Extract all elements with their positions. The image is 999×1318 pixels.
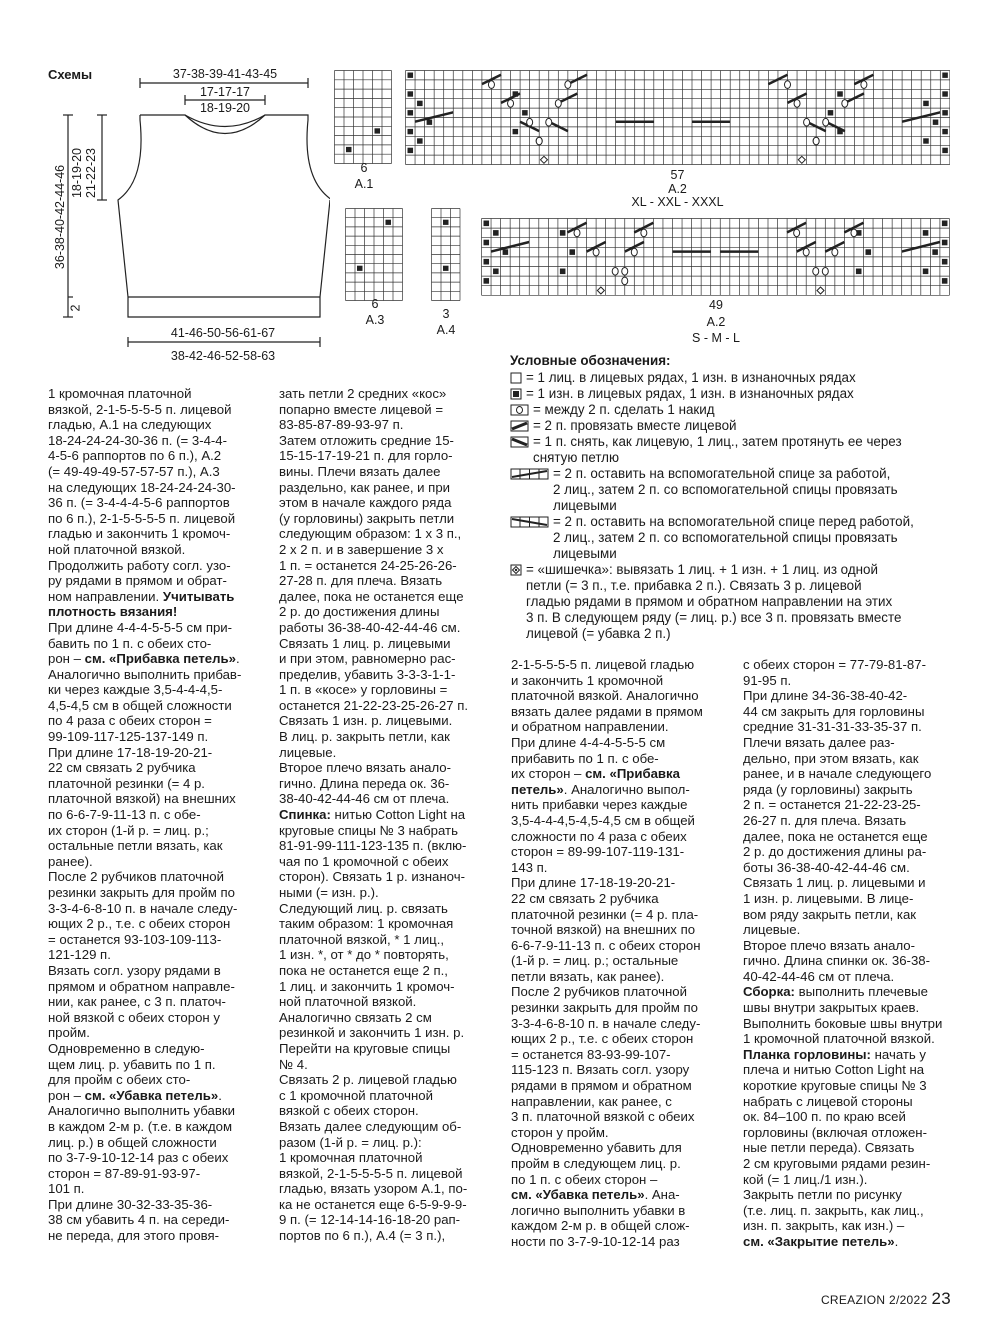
chart-a2-small-sizes: S - M - L (692, 331, 740, 345)
text-run: Планка горловины: (743, 1046, 871, 1062)
legend-item: = 2 п. оставить на вспомогательной спице перед работой, 2 лиц., затем 2 п. со вспомогательной спицы провязать лицевыми (510, 514, 970, 562)
text-run: нитью Cotton Light на круговые спицы № 3 набрать 81-91-99-111-123-135 п. (вклю- чая по 1 кромочной с обеих сторон). Связать 1 р. изнаноч- ными (= изн. р.). Следующий лиц. р. связать таким образом: 1 кромочная платочной вязкой, * 1 лиц., 1 изн. *, от * до * повторять, пока не останется еще 2 п., 1 лиц. и закончить 1 кромоч- ной платочной вязкой. Аналогично связать 2 см резинкой и закончить 1 изн. р. Перейти на круговые спицы № 4. Связать 2 р. лицевой гладью с 1 кромочной платочной вязкой с обеих сторон. Вязать далее следующим об- разом (1-й р. = лиц. р.): 1 кромочная платочной вязкой, 2-1-5-5-5-5 п. лицевой гладью, вязать узором А.1, по- ка не останется еще 6-5-9-9-9- 9 п. (= 12-14-14-16-18-20 рап- портов по 6 п.), А.4 (= 3 п.), (279, 807, 468, 1244)
chart-a2-large-name: A.2 (668, 182, 687, 196)
text-column-1 (48, 386, 268, 1244)
legend-title: Условные обозначения: (510, 353, 671, 368)
text-run: . Ана- логично выполнить убавки в каждом 2-м р. в общей слож- ности по 3-7-9-10-12-14 раз (511, 1187, 690, 1249)
chart-a2-small-grid (481, 218, 951, 302)
chart-a2-small-name: A.2 (706, 315, 726, 329)
text-run: . Аналогично выполнить убавки в каждом 2-м р. (т.е. в каждом лиц. р.) в общей сложности по 3-7-9-10-12-14 раз с обеих сторон = 87-89-91-93-97- 101 п. При длине 30-32-33-35-36- 38 см убавить 4 п. на середи- не переда, для этого провя- (48, 1087, 235, 1244)
text-run: Спинка: (279, 807, 331, 823)
text-run: с обеих сторон = 77-79-81-87- 91-95 п. При длине 34-36-38-40-42- 44 см закрыть для горловины средние 31-31-31-33-35-37 п. Плечи вязать далее раз- дельно, при этом вязать, как ранее, и в начале следующего ряда (у горловины) закрыть 2 п. = останется 21-22-23-25- 26-27 п. для плеча. Вязать далее, пока не останется еще 2 р. до достижения длины ра- боты 36-38-40-42-44-46 см. Связать 1 лиц. р. лицевыми и 1 изн. р. лицевыми. В лице- вом ряду закрыть петли, как лицевые. Второе плечо вязать анало- гично. Длина спинки ок. 36-38- 40-42-44-46 см от плеча. (743, 657, 932, 984)
text-run: Сборка: (743, 984, 795, 1000)
text-column-4 (743, 657, 965, 1250)
legend-item: = между 2 п. сделать 1 накид (510, 402, 970, 418)
hem-width-label-1: 41-46-50-56-61-67 (170, 326, 276, 340)
bobble-icon (510, 564, 523, 576)
chart-a4-name: A.4 (436, 323, 456, 337)
text-run: см. «Прибавка петель» (511, 766, 680, 797)
chart-a1-count: 6 (360, 161, 368, 175)
chart-a1-name: A.1 (354, 177, 374, 191)
yarn-over-icon (510, 404, 530, 416)
text-run: зать петли 2 средних «кос» попарно вместе лицевой = 83-85-87-89-93-97 п. Затем отложить средние 15- 15-15-17-19-21 п. для горло- вины. Плечи вязать далее раздельно, как ранее, и при этом в начале каждого ряда (у горловины) закрыть петли следующим образом: 1 х 3 п., 2 х 2 п. и в завершение 3 х 1 п. = останется 24-25-26-26- 27-28 п. для плеча. Вязать далее, пока не останется еще 2 р. до достижения длины работы 36-38-40-42-44-46 см. Связать 1 лиц. р. лицевыми и при этом, равномерно рас- пределив, убавить 3-3-3-1-1- 1 п. в «косе» у горловины = останется 21-22-23-25-26-27 п. Связать 1 изн. р. лицевыми. В лиц. р. закрыть петли, как лицевые. Второе плечо вязать анало- гично. Длина переда ок. 36- 38-40-42-44-46 см от плеча. (279, 386, 469, 807)
cable-back-icon (510, 468, 550, 480)
page-number: 23 (931, 1289, 951, 1308)
chart-a3-count: 6 (371, 297, 379, 311)
text-run: Учитывать плотность вязания! (48, 588, 235, 620)
neck-width-label-2: 18-19-20 (199, 101, 251, 115)
text-run: выполнить плечевые швы внутри закрытых краев. Выполнить боковые швы внутри 1 кромочной платочной вязкой. (743, 984, 943, 1047)
text-run: . Аналогично выполнить прибав- ки через каждые 3,5-4-4-4,5- 4,5-4,5 см в общей сложности по 4 раза с обеих сторон = 99-109-117-125-137-149 п. При длине 17-18-19-20-21- 22 см связать 2 рубчика платочной резинки (= 4 р. платочной вязкой) на внешних по 6-6-7-9-11-13 п. с обе- их сторон (1-й р. = лиц. р.; остальные петли вязать, как ранее). После 2 рубчиков платочной резинки закрыть для пройм по 3-3-4-6-8-10 п. в начале следу- ющих 2 р., т.е. с обеих сторон = останется 93-103-109-113- 121-129 п. Вязать согл. узору рядами в прямом и обратном направле- нии, как ранее, с 3 п. платоч- ной вязкой с обеих сторон у пройм. Одновременно в следую- щем лиц. р. убавить по 1 п. для пройм с обеих сто- рон – (48, 651, 242, 1103)
chart-a3-grid (345, 208, 405, 302)
height-arm-label-2: 21-22-23 (84, 147, 98, 199)
text-run: . Аналогично выпол- нить прибавки через каждые 3,5-4-4-4,5-4,5-4,5 см в общей сложности по 4 раза с обеих сторон = 89-99-107-119-131- 143 п. При длине 17-18-19-20-21- 22 см связать 2 рубчика платочной резинки (= 4 р. пла- точной вязкой) на внешних по 6-6-7-9-11-13 п. с обеих сторон (1-й р. = лиц. р.; остальные петли вязать, как ранее). После 2 рубчиков платочной резинки закрыть для пройм по 3-3-4-6-8-10 п. в начале следу- ющих 2 р., т.е. с обеих сторон = останется 83-93-99-107- 115-123 п. Вязать согл. узору рядами в прямом и обратном направлении, как ранее, с 3 п. платочной вязкой с обеих сторон у пройм. Одновременно убавить для пройм в следующем лиц. р. по 1 п. с обеих сторон – (511, 781, 701, 1187)
chart-a2-large-grid (405, 70, 950, 166)
text-run: . (894, 1233, 899, 1249)
height-total-label: 36-38-40-42-44-46 (53, 164, 67, 270)
legend (510, 353, 970, 642)
legend-item: = 2 п. провязать вместе лицевой (510, 418, 970, 434)
hem-width-label-2: 38-42-46-52-58-63 (170, 349, 276, 363)
legend-item: = 1 лиц. в лицевых рядах, 1 изн. в изнаночных рядах (510, 370, 970, 386)
text-column-2 (279, 386, 501, 1244)
chart-a2-large-sizes: XL - XXL - XXXL (631, 195, 724, 209)
text-run: При длине 4-4-4-5-5-5 см при- бавить по 1 п. с обеих сто- рон – (48, 619, 233, 667)
text-run: см. «Убавка петель» (84, 1087, 219, 1103)
text-run: см. «Убавка петель» (511, 1187, 645, 1203)
chart-a2-large-count: 57 (670, 168, 685, 182)
neck-width-label-1: 17-17-17 (199, 85, 251, 99)
chart-a3-name: A.3 (365, 313, 385, 327)
chart-a4-grid (431, 208, 461, 302)
top-width-label: 37-38-39-41-43-45 (172, 67, 278, 81)
chart-a1-grid (334, 70, 394, 166)
text-run: см. «Прибавка петель» (84, 651, 236, 667)
text-run: 1 кромочная платочной вязкой, 2-1-5-5-5-5 п. лицевой гладью, А.1 на следующих 18-24-24-24-30-36 п. (= 3-4-4- 4-5-6 раппортов по 6 п.), А.2 (= 49-49-49-57-57-57 п.), А.3 на следующих 18-24-24-24-30- 36 п. (= 3-4-4-4-5-6 раппортов по 6 п.), 2-1-5-5-5-5 п. лицевой гладью и закончить 1 кромоч- ной платочной вязкой. Продолжить работу согл. узо- ру рядами в прямом и обрат- ном направлении. (48, 386, 236, 604)
height-arm-label-1: 18-19-20 (70, 147, 84, 199)
text-column-3 (511, 657, 733, 1250)
chart-a4-count: 3 (442, 307, 450, 321)
legend-item: = 1 изн. в лицевых рядах, 1 изн. в изнаночных рядах (510, 386, 970, 402)
page-footer (821, 1289, 951, 1309)
text-run: начать у плеча и нитью Cotton Light на короткие круговые спицы № 3 набрать с лицевой стороны ок. 84–100 п. по краю всей горловины (включая отложен- ные петли переда). Связать 2 см круговыми рядами резин- кой (= 1 лиц./1 изн.). Закрыть петли по рисунку (т.е. лиц. п. закрыть, как лиц., изн. п. закрыть, как изн.) – (743, 1046, 931, 1234)
k2tog-icon (510, 420, 530, 432)
legend-item: = 2 п. оставить на вспомогательной спице за работой, 2 лиц., затем 2 п. со вспомогательной спицы провязать лицевыми (510, 466, 970, 514)
skpo-icon (510, 436, 530, 448)
text-run: см. «Закрытие петель» (743, 1233, 895, 1249)
filled-square-icon (510, 388, 523, 400)
chart-a2-small-count: 49 (709, 298, 723, 312)
section-title: Схемы (48, 67, 93, 82)
legend-item: = «шишечка»: вывязать 1 лиц. + 1 изн. + 1 лиц. из одной петли (= 3 п., т.е. прибавка 2 п.). Связать 3 р. лицевой гладью рядами в прямом и обратном направлении на этих 3 п. В следующем ряду (= лиц. р.) все 3 п. провязать вместе лицевой (= убавка 2 п.) (510, 562, 970, 642)
legend-item: = 1 п. снять, как лицевую, 1 лиц., затем протянуть ее через снятую петлю (510, 434, 970, 466)
cable-front-icon (510, 516, 550, 528)
empty-square-icon (510, 372, 523, 384)
magazine-issue: CREAZION 2/2022 (820, 1293, 928, 1307)
rib-height-label: 2 (68, 304, 83, 312)
text-run: 2-1-5-5-5-5 п. лицевой гладью и закончить 1 кромочной платочной вязкой. Аналогично вязать далее рядами в прямом и обратном направлении. При длине 4-4-4-5-5-5 см прибавить по 1 п. с обе- их сторон – (511, 657, 703, 782)
